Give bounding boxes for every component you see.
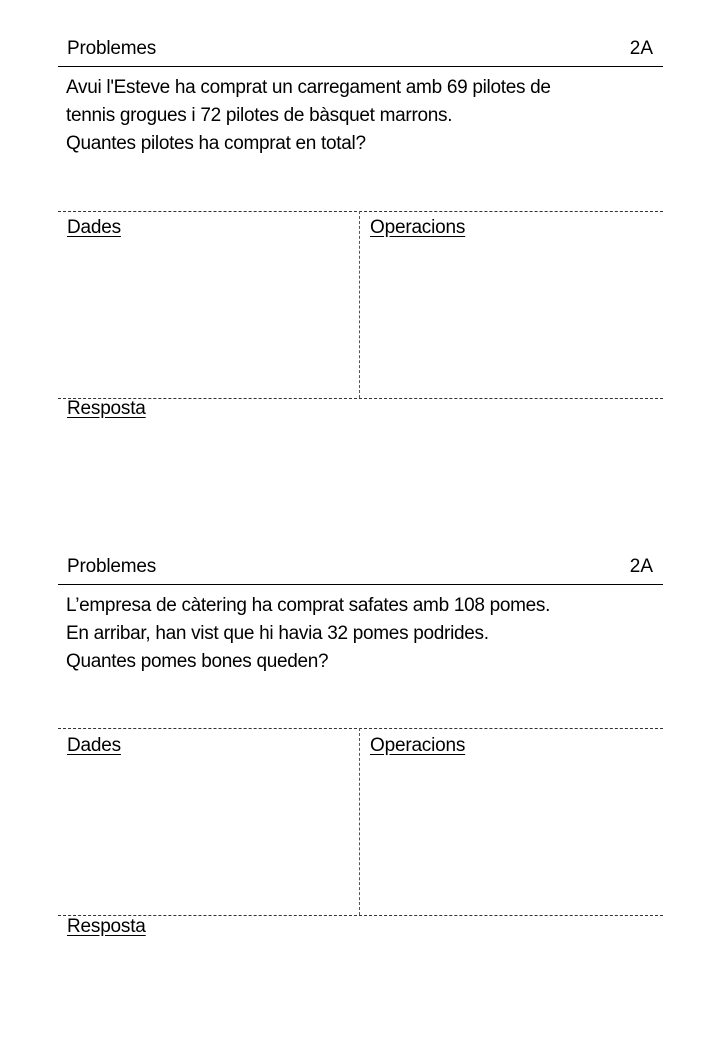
- operations-label: Operacions: [370, 735, 466, 756]
- statement-line: L’empresa de càtering ha comprat safates amb 108 pomes.: [66, 595, 551, 616]
- problem-card-2: [58, 552, 663, 992]
- divider-bottom: [58, 398, 663, 399]
- operations-area[interactable]: [361, 242, 663, 397]
- card-title: Problemes: [67, 556, 157, 577]
- problem-statement: [66, 592, 661, 676]
- answer-area[interactable]: [58, 424, 663, 474]
- statement-line: Quantes pilotes ha comprat en total?: [66, 133, 366, 154]
- data-label: Dades: [67, 217, 121, 238]
- answer-label: Resposta: [67, 916, 146, 937]
- operations-area[interactable]: [361, 760, 663, 915]
- divider-top: [58, 728, 663, 729]
- data-area[interactable]: [58, 242, 358, 397]
- answer-area[interactable]: [58, 942, 663, 992]
- data-area[interactable]: [58, 760, 358, 915]
- divider-top: [58, 211, 663, 212]
- problem-statement: [66, 74, 661, 158]
- statement-line: Avui l'Esteve ha comprat un carregament amb 69 pilotes de: [66, 77, 551, 98]
- divider-middle: [359, 211, 360, 398]
- operations-label: Operacions: [370, 217, 466, 238]
- divider-middle: [359, 728, 360, 915]
- answer-label: Resposta: [67, 398, 146, 419]
- problem-card-1: [58, 34, 663, 474]
- card-title: Problemes: [67, 38, 157, 59]
- statement-line: Quantes pomes bones queden?: [66, 651, 329, 672]
- data-label: Dades: [67, 735, 121, 756]
- statement-line: tennis grogues i 72 pilotes de bàsquet marrons.: [66, 105, 453, 126]
- level-badge: 2A: [629, 556, 653, 577]
- level-badge: 2A: [629, 38, 653, 59]
- card-header: [58, 34, 663, 67]
- statement-line: En arribar, han vist que hi havia 32 pomes podrides.: [66, 623, 489, 644]
- divider-bottom: [58, 915, 663, 916]
- card-header: [58, 552, 663, 585]
